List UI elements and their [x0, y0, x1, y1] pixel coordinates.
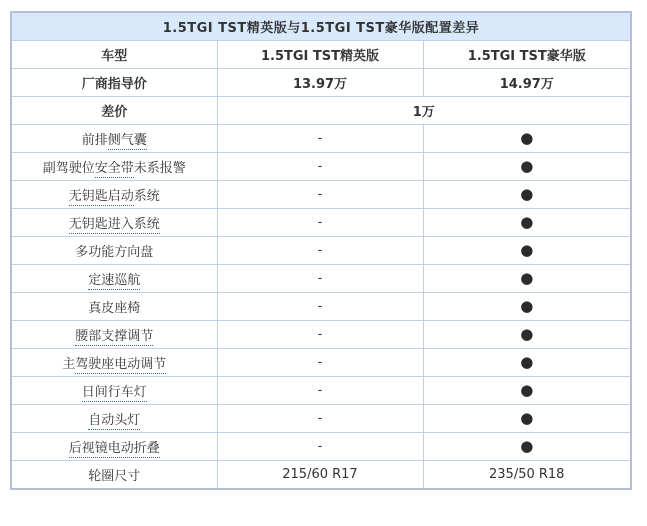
feature-value-elite: -	[217, 433, 423, 461]
feature-value-luxury: ●	[423, 293, 631, 321]
feature-label-text: 轮圈尺寸	[88, 469, 141, 484]
feature-value-elite: -	[217, 125, 423, 153]
feature-value-luxury: ●	[423, 377, 631, 405]
feature-label-text: 副驾驶位	[42, 161, 95, 176]
table-row	[11, 405, 631, 433]
table-row	[11, 349, 631, 377]
feature-value-luxury: ●	[423, 209, 631, 237]
feature-value-elite: 215/60 R17	[217, 461, 423, 490]
feature-keyword-link[interactable]: 无钥匙进入系统	[68, 217, 160, 232]
header-row	[11, 41, 631, 69]
feature-label-text: 系统	[133, 189, 160, 204]
feature-value-elite: -	[217, 293, 423, 321]
table-row	[11, 181, 631, 209]
table-row	[11, 461, 631, 490]
diff-value: 1万	[217, 97, 631, 125]
feature-value-luxury: ●	[423, 237, 631, 265]
feature-label	[11, 293, 217, 321]
table-row	[11, 321, 631, 349]
feature-label	[11, 153, 217, 181]
column-header-elite-trim: 1.5TGI TST精英版	[217, 41, 423, 69]
feature-value-elite: -	[217, 405, 423, 433]
feature-label	[11, 265, 217, 293]
feature-label-text: 主	[62, 357, 76, 372]
feature-keyword-link[interactable]: 后视镜电动折叠	[68, 441, 160, 456]
feature-label	[11, 433, 217, 461]
feature-value-luxury: ●	[423, 433, 631, 461]
feature-label	[11, 181, 217, 209]
feature-keyword-link[interactable]: 无钥匙启动	[68, 189, 134, 204]
feature-value-elite: -	[217, 377, 423, 405]
feature-label	[11, 237, 217, 265]
feature-value-luxury: ●	[423, 405, 631, 433]
feature-value-elite: -	[217, 181, 423, 209]
table-title: 1.5TGI TST精英版与1.5TGI TST豪华版配置差异	[11, 12, 631, 41]
feature-value-elite: -	[217, 237, 423, 265]
feature-label	[11, 349, 217, 377]
table-row	[11, 237, 631, 265]
feature-value-luxury: ●	[423, 153, 631, 181]
feature-keyword-link[interactable]: 安全带	[94, 161, 134, 176]
feature-keyword-link[interactable]: 定速巡航	[88, 273, 141, 288]
feature-keyword-link[interactable]: 腰部支撑调节	[75, 329, 154, 344]
price-diff-row	[11, 97, 631, 125]
feature-value-elite: -	[217, 153, 423, 181]
feature-label	[11, 405, 217, 433]
table-row	[11, 293, 631, 321]
price-elite: 13.97万	[217, 69, 423, 97]
feature-keyword-link[interactable]: 自动头灯	[88, 413, 141, 428]
feature-keyword-link[interactable]: 驾驶座电动调节	[75, 357, 167, 372]
feature-label-text: 未系报警	[133, 161, 186, 176]
feature-label	[11, 209, 217, 237]
feature-value-luxury: ●	[423, 125, 631, 153]
feature-label-text: 多功能方向盘	[75, 245, 154, 260]
feature-value-elite: -	[217, 209, 423, 237]
feature-value-elite: -	[217, 349, 423, 377]
feature-label	[11, 461, 217, 490]
feature-value-elite: -	[217, 265, 423, 293]
price-luxury: 14.97万	[423, 69, 631, 97]
feature-value-luxury: ●	[423, 349, 631, 377]
table-row	[11, 433, 631, 461]
config-diff-table	[10, 11, 632, 490]
table-row	[11, 377, 631, 405]
price-label: 厂商指导价	[11, 69, 217, 97]
comparison-table	[10, 11, 632, 490]
feature-label	[11, 377, 217, 405]
feature-rows	[11, 12, 631, 489]
feature-value-luxury: ●	[423, 321, 631, 349]
column-header-model: 车型	[11, 41, 217, 69]
feature-label-text: 真皮座椅	[88, 301, 141, 316]
feature-value-elite: -	[217, 321, 423, 349]
table-row	[11, 153, 631, 181]
column-header-luxury-trim: 1.5TGI TST豪华版	[423, 41, 631, 69]
feature-label	[11, 321, 217, 349]
table-row	[11, 125, 631, 153]
feature-keyword-link[interactable]: 日间行车灯	[81, 385, 147, 400]
diff-label: 差价	[11, 97, 217, 125]
feature-value-luxury: ●	[423, 181, 631, 209]
feature-value-luxury: ●	[423, 265, 631, 293]
feature-value-luxury: 235/50 R18	[423, 461, 631, 490]
price-row	[11, 69, 631, 97]
table-row	[11, 209, 631, 237]
table-row	[11, 265, 631, 293]
title-row	[11, 12, 631, 41]
feature-keyword-link[interactable]: 侧气囊	[107, 133, 147, 148]
feature-label	[11, 125, 217, 153]
feature-label-text: 前排	[81, 133, 108, 148]
